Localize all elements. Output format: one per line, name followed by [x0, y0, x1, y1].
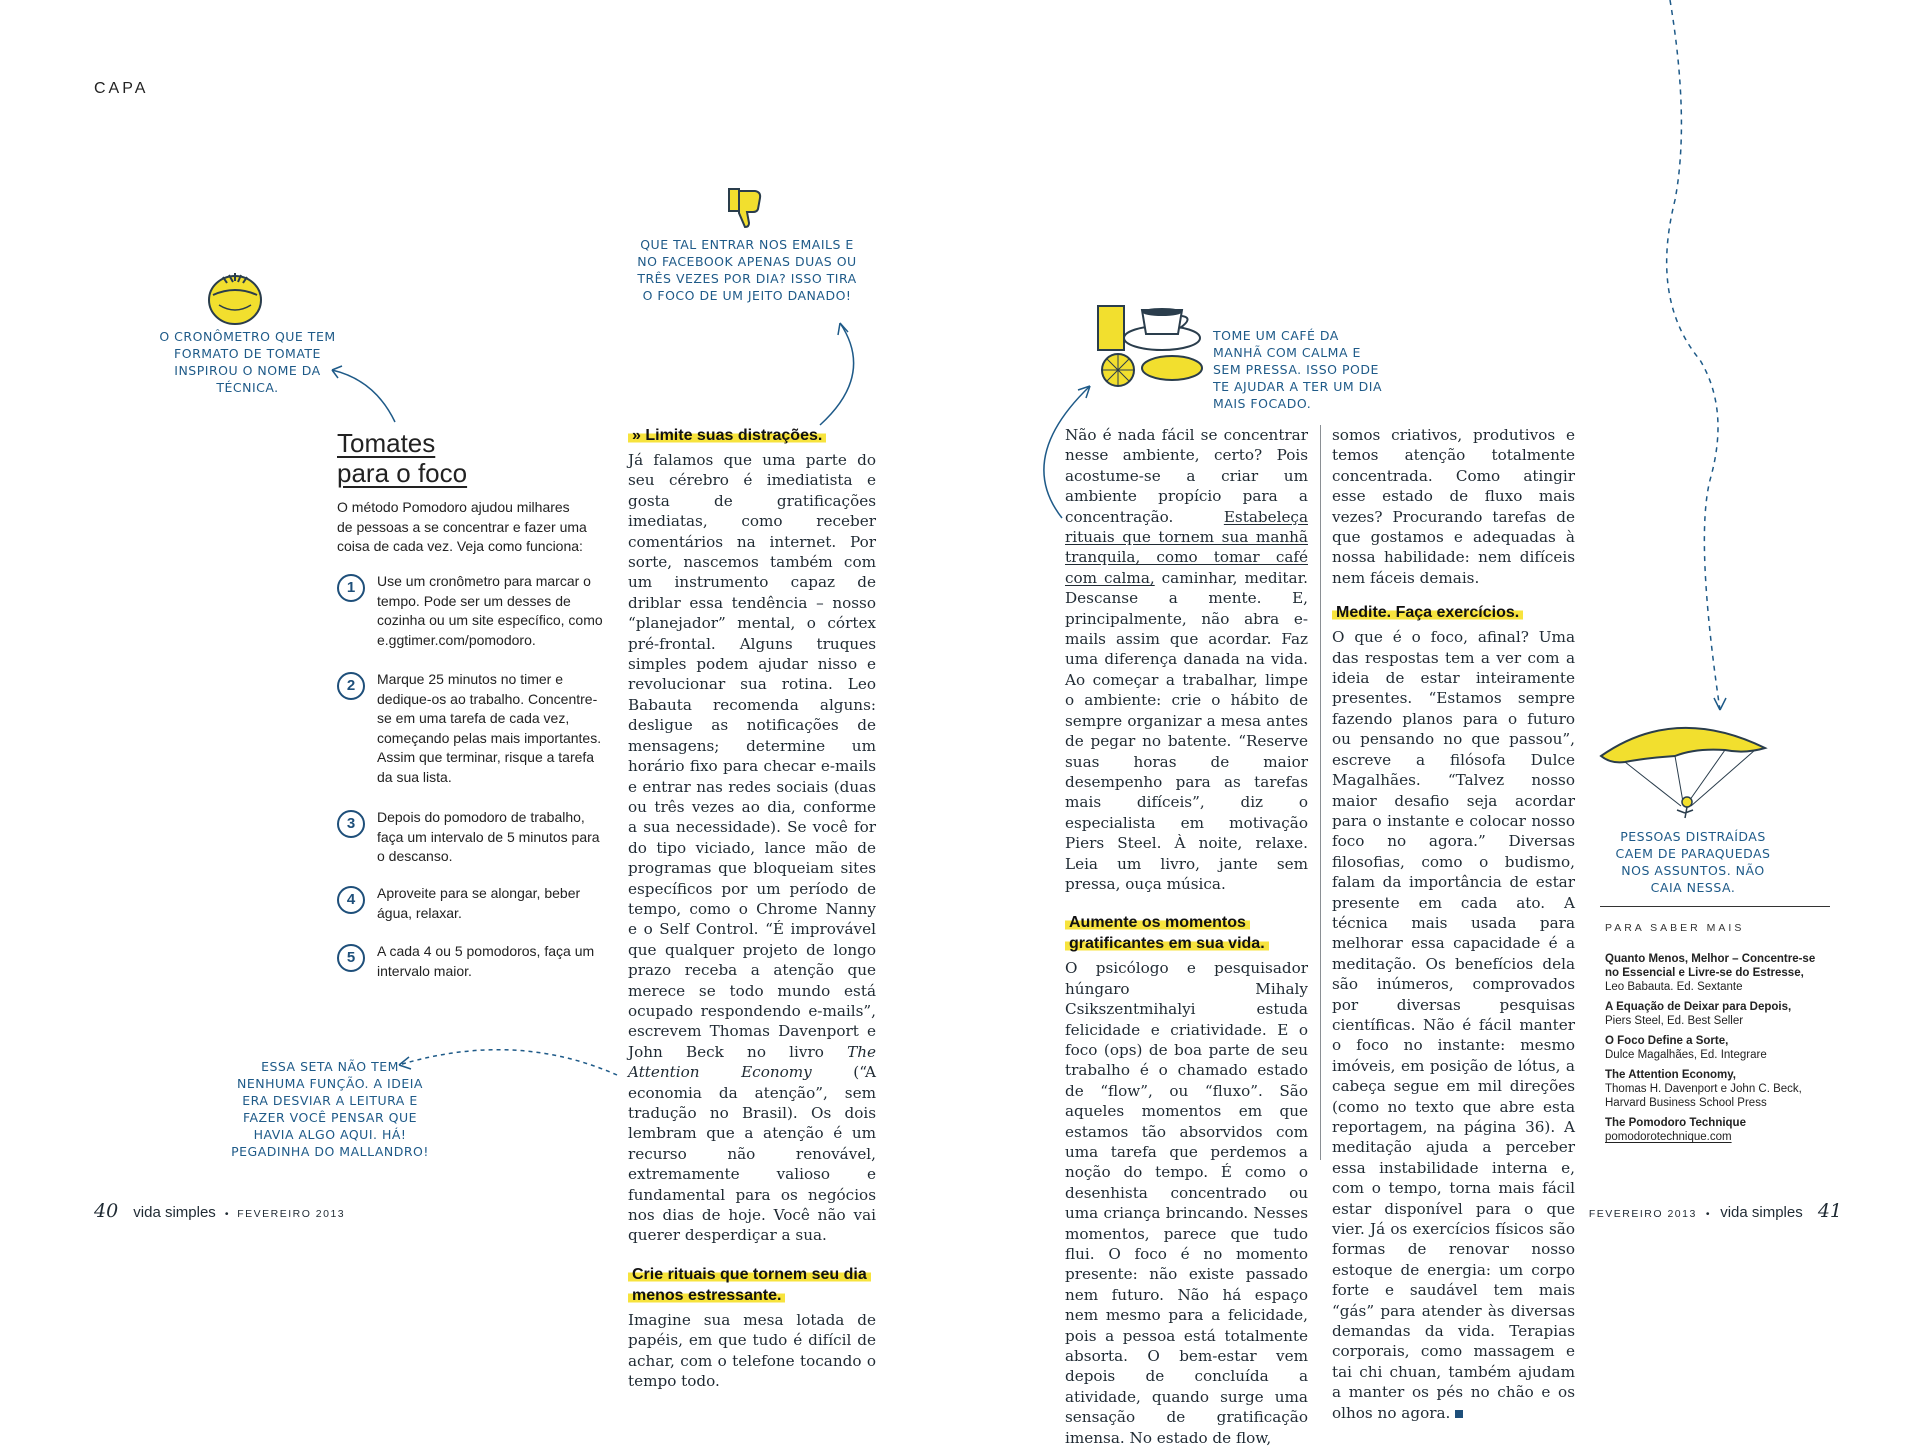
refs-list	[1605, 952, 1830, 1150]
step-number: 3	[337, 810, 365, 838]
ref-detail: Dulce Magalhães, Ed. Integrare	[1605, 1049, 1767, 1061]
refs-rule	[1600, 906, 1830, 907]
column-2	[1065, 425, 1308, 1448]
step-text: Use um cronômetro para marcar o tempo. Pode ser um desses de cozinha ou um site específico, como e.ggtimer.com/pomodoro.	[377, 573, 603, 648]
heading-gratifying-moments: Aumente os momentos gratificantes em sua vida.	[1065, 914, 1269, 952]
issue-date-left: FEVEREIRO 2013	[237, 1208, 346, 1220]
step-number: 1	[337, 574, 365, 602]
parachute-icon	[1595, 718, 1770, 823]
ref-item	[1605, 1000, 1830, 1028]
step-text: Marque 25 minutos no timer e dedique-os ao trabalho. Concentre-se em uma tarefa de cada vez, começando pelas mais importantes. Assim que terminar, risque a tarefa da sua lista.	[377, 671, 602, 785]
ref-item	[1605, 1068, 1830, 1110]
coffee-note: TOME UM CAFÉ DA MANHÃ COM CALMA E SEM PRESSA. ISSO PODE TE AJUDAR A TER UM DIA MAIS FOCADO.	[1213, 328, 1382, 411]
col1-paragraph-1	[628, 450, 876, 1246]
step-number: 5	[337, 944, 365, 972]
col2-paragraph-1	[1065, 425, 1308, 894]
refs-heading: PARA SABER MAIS	[1605, 922, 1745, 934]
heading-meditate: Medite. Faça exercícios.	[1332, 604, 1523, 621]
step-2	[337, 670, 607, 787]
step-3	[337, 808, 607, 867]
sidebar-title-line2: para o foco	[337, 458, 468, 488]
magazine-name-right: vida simples	[1720, 1204, 1803, 1221]
ref-title: The Pomodoro Technique	[1605, 1117, 1746, 1129]
issue-date-right: FEVEREIRO 2013	[1588, 1208, 1697, 1220]
column-divider	[1320, 425, 1321, 1160]
tomato-note: O CRONÔMETRO QUE TEM FORMATO DE TOMATE INSPIROU O NOME DA TÉCNICA.	[159, 329, 336, 395]
sidebar-title-line1: Tomates	[337, 428, 436, 458]
thumbs-down-icon	[725, 185, 767, 231]
ref-item	[1605, 952, 1830, 994]
ref-detail: Leo Babauta. Ed. Sextante	[1605, 981, 1743, 993]
step-4	[337, 884, 607, 923]
footer-bullet-left: •	[224, 1208, 231, 1220]
steps-list	[337, 572, 607, 992]
col3-paragraph-2	[1332, 627, 1575, 1423]
ref-title: O Foco Define a Sorte,	[1605, 1035, 1729, 1047]
tomato-arrow	[320, 360, 410, 430]
ref-title: A Equação de Deixar para Depois,	[1605, 1001, 1792, 1013]
col2-p1a-text: Não é nada fácil se concentrar nesse ambiente, certo? Pois acostume-se a criar um ambiente propício para a concentração.	[1065, 426, 1308, 526]
step-number: 4	[337, 886, 365, 914]
step-text: Depois do pomodoro de trabalho, faça um intervalo de 5 minutos para o descanso.	[377, 809, 600, 864]
parachute-note: PESSOAS DISTRAÍDAS CAEM DE PARAQUEDAS NOS ASSUNTOS. NÃO CAIA NESSA.	[1615, 829, 1771, 895]
col1-p1-text: Já falamos que uma parte do seu cérebro é imediatista e gosta de gratificações imediatas, como receber comentários na internet. Por sorte, nascemos também com um instrumento capaz de driblar essa tendência – nosso “planejador” mental, o córtex pré-frontal. Alguns truques simples podem ajudar nisso e revolucionar sua rotina. Leo Babauta recomenda alguns: desligue as notificações de mensagens; determine um horário fixo para checar e-mails e entrar nas redes sociais (duas ou três vezes ao dia, conforme a sua necessidade). Se você for do tipo viciado, lance mão de programas que bloqueiam sites específicos por um período de tempo, como o Chrome Nanny e o Self Control. “É improvável que qualquer projeto de longo prazo receba a atenção que merece se todo mundo está ocupado respondendo e-mails”, escrevem Thomas Davenport e John Beck no livro	[628, 451, 876, 1061]
col2-paragraph-2: O psicólogo e pesquisador húngaro Mihaly Csikszentmihalyi estuda felicidade e criatividade. E o foco (ops) de boa parte de seu trabalho é o chamado estado de “flow”, ou “fluxo”. São aqueles momentos em que estamos tão absorvidos com uma tarefa que perdemos a noção do tempo. É como o desenhista concentrado ou uma criança brincando. Nesses momentos, parece que tudo flui. O foco é no momento presente: não existe passado nem futuro. Não há espaço nem mesmo para a felicidade, pois a pessoa está totalmente absorta. O bem-estar vem depois de concluída a atividade, quando surge uma sensação de gratificação imensa. No estado de flow,	[1065, 959, 1308, 1447]
parachute-path	[1640, 0, 1790, 720]
ref-title: The Attention Economy,	[1605, 1069, 1736, 1081]
thumb-note: QUE TAL ENTRAR NOS EMAILS E NO FACEBOOK APENAS DUAS OU TRÊS VEZES POR DIA? ISSO TIRA O FOCO DE UM JEITO DANADO!	[637, 237, 857, 303]
sidebar-title	[337, 428, 537, 488]
step-text: Aproveite para se alongar, beber água, relaxar.	[377, 885, 581, 921]
footer-right	[1589, 1200, 1842, 1222]
column-1	[628, 425, 876, 1391]
col1-paragraph-2: Imagine sua mesa lotada de papéis, em que tudo é difícil de achar, com o telefone tocando o tempo todo.	[628, 1310, 876, 1391]
step-number: 2	[337, 672, 365, 700]
col2-p1b-text: caminhar, meditar. Descanse a mente. E, principalmente, não abra e-mails assim que acordar. Faz uma diferença danada na vida. Ao começar a trabalhar, limpe o ambiente: crie o hábito de sempre organizar a mesa antes de pegar no batente. “Reserve suas horas de maior desempenho para as tarefas mais difíceis”, diz o especialista em motivação Piers Steel. À noite, relaxe. Leia um livro, jante sem pressa, ouça música.	[1065, 568, 1308, 893]
arrow-note: ESSA SETA NÃO TEM NENHUMA FUNÇÃO. A IDEIA ERA DESVIAR A LEITURA E FAZER VOCÊ PENSAR QUE HAVIA ALGO AQUI. HÁ! PEGADINHA DO MALLANDRO!	[231, 1059, 429, 1159]
heading-create-rituals: Crie rituais que tornem seu dia menos estressante.	[628, 1266, 871, 1304]
ref-link[interactable]: pomodorotechnique.com	[1605, 1131, 1732, 1143]
step-1	[337, 572, 607, 650]
page-number-left: 40	[94, 1200, 119, 1222]
col3-paragraph-1: somos criativos, produtivos e temos atenção totalmente concentrada. Como atingir esse estado de fluxo mais vezes? Procurando tarefas de que gostamos e adequadas à nossa habilidade: nem difíceis nem fáceis demais.	[1332, 426, 1575, 587]
end-mark	[1455, 1410, 1463, 1418]
heading-limit-distractions: » Limite suas distrações.	[628, 427, 826, 444]
breakfast-icon	[1090, 288, 1220, 393]
footer-bullet-right: •	[1705, 1208, 1712, 1220]
col2-underlined-text: Estabeleça rituais que tornem sua manhã tranquila, como tomar café com calma,	[1065, 507, 1308, 587]
page-number-right: 41	[1817, 1200, 1842, 1222]
ref-item	[1605, 1116, 1830, 1144]
step-5	[337, 942, 607, 981]
ref-detail: Piers Steel, Ed. Best Seller	[1605, 1015, 1744, 1027]
step-text: A cada 4 ou 5 pomodoros, faça um intervalo maior.	[377, 943, 595, 979]
magazine-name-left: vida simples	[133, 1204, 216, 1221]
col1-p1b-text: (“A economia da atenção”, sem tradução no Brasil). Os dois lembram que a atenção é um recurso não renovável, extremamente valioso e fundamental para os negócios nos dias de hoje. Você não vai querer desperdiçar a sua.	[628, 1063, 876, 1245]
dashed-arrow	[385, 1035, 625, 1095]
thumb-arrow	[800, 315, 870, 430]
ref-item	[1605, 1034, 1830, 1062]
sidebar-intro: O método Pomodoro ajudou milhares de pessoas a se concentrar e fazer uma coisa de cada vez. Veja como funciona:	[337, 499, 587, 554]
column-3	[1332, 425, 1575, 1423]
footer-left	[94, 1200, 345, 1222]
tomato-timer-icon	[205, 255, 265, 330]
col3-p2-text: O que é o foco, afinal? Uma das respostas tem a ver com a ideia de estar inteiramente presentes. “Estamos sempre fazendo planos para o futuro ou pensando no que passou”, escreve a filósofa Dulce Magalhães. “Talvez nosso maior desafio seja acordar para o instante e colocar nosso foco no agora.” Diversas filosofias, como o budismo, falam da importância de estar presente em cada ato. A técnica mais usada para melhorar essa capacidade é a meditação. Os benefícios dela são inúmeros, comprovados por diversas pesquisas científicas. Não é fácil manter o foco no instante: mesmo imóveis, em posição de lótus, a cabeça segue em mil direções (como no texto que abre esta reportagem, na página 36). A meditação ajuda a perceber essa instabilidade interna e, com o tempo, torna mais fácil estar disponível para o que vier. Já os exercícios físicos são formas de renovar nosso estoque de energia: um corpo forte e saudável tem mais “gás” para atender às diversas demandas da vida. Terapias corporais, como massagem e tai chi chuan, também ajudam a manter os pés no chão e os olhos no agora.	[1332, 628, 1575, 1422]
ref-title: Quanto Menos, Melhor – Concentre-se no Essencial e Livre-se do Estresse,	[1605, 953, 1816, 979]
book-title: The Attention Economy	[628, 1042, 876, 1082]
ref-detail: Thomas H. Davenport e John C. Beck, Harvard Business School Press	[1605, 1083, 1802, 1109]
section-label: CAPA	[94, 80, 149, 97]
